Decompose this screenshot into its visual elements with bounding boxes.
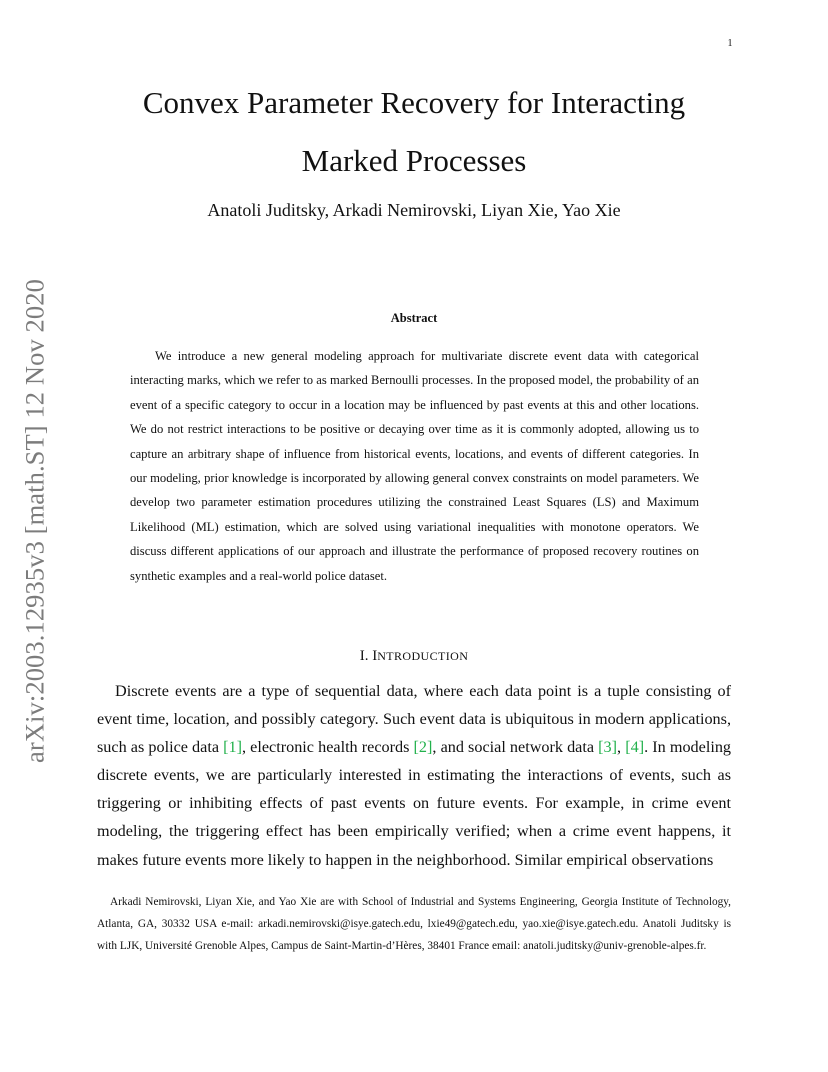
intro-text-1: Discrete events are a type of sequential data, where each data point is a tuple consisting of event time, location, and possibly category. Such event data is ubiquitous in modern applications, such as police data: [97, 682, 731, 757]
paper-title: [100, 74, 728, 190]
intro-text-3: , and social network data: [432, 738, 599, 757]
arxiv-identifier-text: arXiv:2003.12935v3 [math.ST] 12 Nov 2020: [19, 278, 50, 763]
citation-link-2[interactable]: [2]: [413, 738, 433, 757]
intro-text-2: , electronic health records: [242, 738, 414, 757]
paper-title-line-2: Marked Processes: [301, 143, 527, 178]
section-title-initial: I: [372, 648, 378, 664]
intro-text-5: . In modeling discrete events, we are particularly interested in estimating the interactions of events, such as triggering or inhibiting effects of past events on future events. For example, in crime event modeling, the triggering effect has been empirically verified; when a crime event happens, it makes future events more likely to happen in the neighborhood. Similar empirical observations: [97, 738, 732, 869]
intro-text-4: ,: [617, 738, 626, 757]
paper-title-line-1: Convex Parameter Recovery for Interacting: [142, 85, 686, 120]
introduction-paragraph: [97, 677, 731, 874]
abstract-body: We introduce a new general modeling approach for multivariate discrete event data with categorical interacting marks, which we refer to as marked Bernoulli processes. In the proposed model, the probability of an event of a specific category to occur in a location may be influenced by past events at this and other locations. We do not restrict interactions to be positive or decaying over time as it is commonly adopted, allowing us to capture an arbitrary shape of influence from historical events, locations, and events of different categories. In our modeling, prior knowledge is incorporated by allowing general convex constraints on model parameters. We develop two parameter estimation procedures utilizing the constrained Least Squares (LS) and Maximum Likelihood (ML) estimation, which are solved using variational inequalities with monotone operators. We discuss different applications of our approach and illustrate the performance of proposed recovery routines on synthetic examples and a real-world police dataset.: [130, 349, 699, 583]
section-heading-introduction: [100, 645, 728, 667]
page-number: 1: [727, 38, 733, 49]
citation-link-1[interactable]: [1]: [223, 738, 243, 757]
citation-link-3[interactable]: [3]: [598, 738, 618, 757]
citation-link-4[interactable]: [4]: [625, 738, 645, 757]
arxiv-identifier-stamp: [16, 268, 54, 773]
section-title-rest: NTRODUCTION: [377, 649, 469, 663]
abstract-heading: Abstract: [390, 311, 438, 325]
author-affiliation-footnote: Arkadi Nemirovski, Liyan Xie, and Yao Xie are with School of Industrial and Systems Engineering, Georgia Institute of Technology, Atlanta, GA, 30332 USA e-mail: arkadi.nemirovski@isye.gatech.edu, lxie49@gatech.edu, yao.xie@isye.gatech.edu. Anatoli Juditsky is with LJK, Université Grenoble Alpes, Campus de Saint-Martin-d’Hères, 38401 France email: anatoli.juditsky@univ-grenoble-alpes.fr.: [97, 896, 731, 952]
section-numeral: I.: [359, 648, 369, 664]
author-list: Anatoli Juditsky, Arkadi Nemirovski, Liyan Xie, Yao Xie: [207, 200, 621, 220]
